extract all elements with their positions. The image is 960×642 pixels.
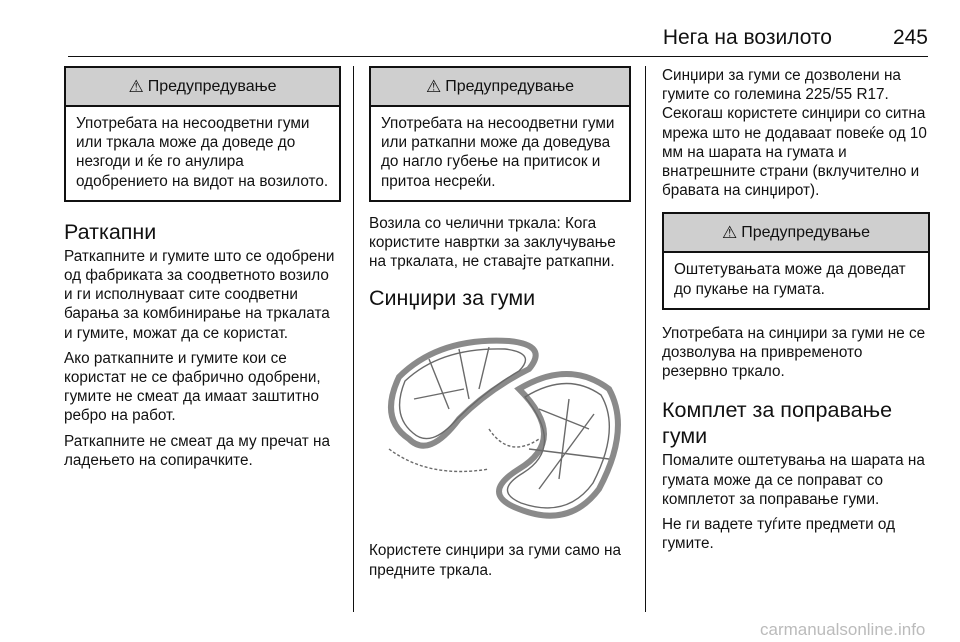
page-header: [0, 26, 928, 56]
warning-body: Оштетувањата може да доведат до пукање на гумата.: [674, 261, 906, 298]
header-rule: [68, 56, 928, 57]
warning-body: Употребата на несоодветни гуми или раткапни може да доведува до нагло губење на притисок и притоа несреќи.: [381, 115, 615, 190]
warning-triangle-icon: ⚠: [721, 223, 738, 243]
warning-box: [369, 66, 631, 202]
column-3: [662, 66, 930, 559]
paragraph: Употребата на синџири за гуми не се дозволува на привременото резервно тркало.: [662, 324, 926, 381]
warning-title: Предупредување: [147, 77, 277, 95]
tyre-chains-drawing: [369, 319, 631, 535]
tyre-chains-illustration: [369, 319, 631, 535]
warning-title: Предупредување: [741, 224, 871, 242]
warning-triangle-icon: ⚠: [425, 76, 442, 96]
paragraph: Не ги вадете туѓите предмети од гумите.: [662, 516, 896, 553]
section-heading: Комплет за поправање гуми: [662, 398, 893, 449]
page-number: 245: [892, 26, 928, 49]
paragraph: Ако раткапните и гумите кои се користат не се фабрично одобрени, гумите не смеат да имаат заштитно ребро на работ.: [64, 349, 321, 425]
section-heading: Синџири за гуми: [369, 286, 536, 311]
paragraph: Раткапните не смеат да му пречат на ладењето на сопирачките.: [64, 432, 330, 469]
warning-box: [662, 212, 930, 309]
section-heading: Раткапни: [64, 219, 157, 244]
warning-box: [64, 66, 341, 202]
warning-triangle-icon: ⚠: [128, 76, 144, 96]
warning-title: Предупредување: [445, 77, 575, 95]
paragraph: Синџири за гуми се дозволени на гумите со големина 225/55 R17. Секогаш користете синџири со ситна мрежа што не додаваат повеќе од 10 мм на шарата на гумата и внатрешните страни (вклучително и бравата на синџирот).: [662, 67, 927, 200]
warning-header: [664, 214, 928, 253]
paragraph: Возила со челични тркала: Кога користите навртки за заклучување на тркалата, не ставајте раткапни.: [369, 214, 616, 271]
column-divider: [645, 66, 646, 612]
column-divider: [353, 66, 354, 612]
paragraph: Раткапните и гумите што се одобрени од фабриката за соодветното возило и ги исполнуваат сите соодветни барања за комбинирање на тркалата и гумите, можат да се користат.: [64, 247, 335, 342]
warning-header: [371, 68, 629, 107]
warning-header: [66, 68, 339, 107]
watermark: carmanualsonline.info: [760, 620, 926, 639]
figure-caption: Користете синџири за гуми само на предните тркала.: [369, 542, 622, 579]
paragraph: Помалите оштетувања на шарата на гумата може да се поправат со комплетот за поправање гуми.: [662, 452, 925, 508]
section-title: Нега на возилото: [662, 26, 832, 49]
column-1: [64, 66, 341, 476]
warning-body: Употребата на несоодветни гуми или тркала може да доведе до незгоди и ќе го анулира одобрението на видот на возилото.: [76, 115, 329, 190]
column-2: [369, 66, 631, 586]
